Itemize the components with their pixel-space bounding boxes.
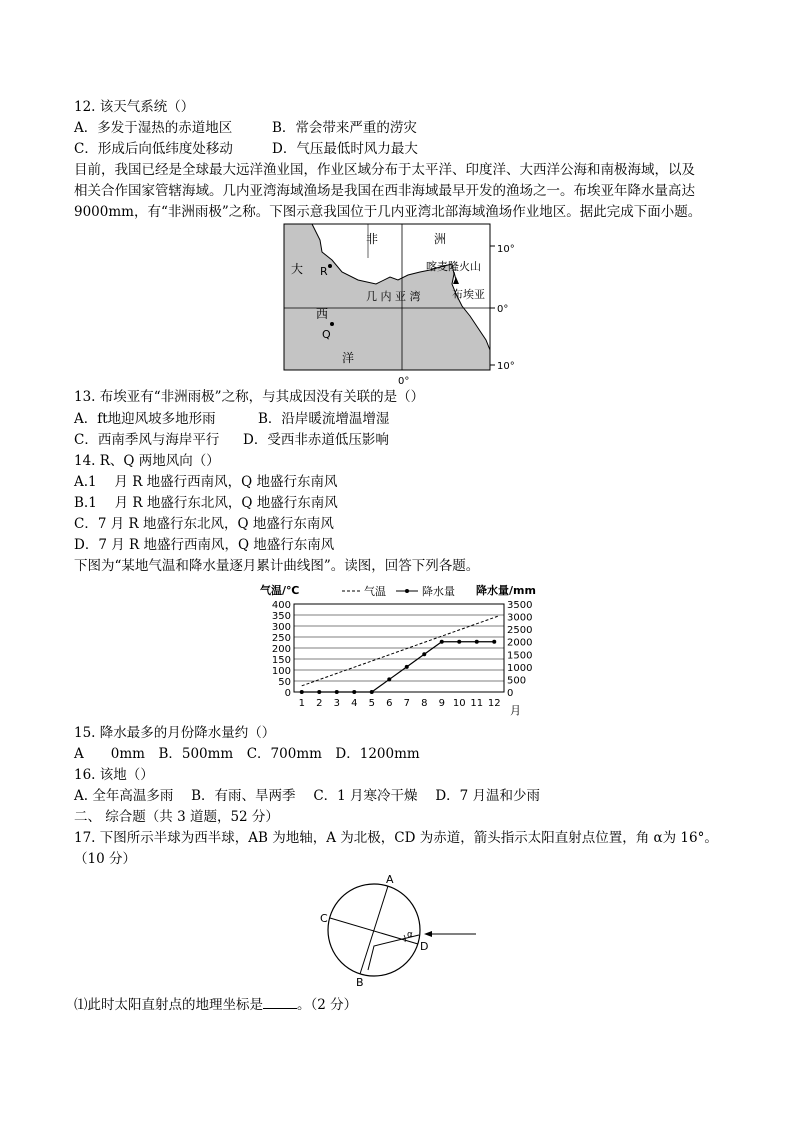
hemisphere-diagram (318, 872, 488, 992)
q12-stem: 12. 该天气系统（） (74, 99, 195, 115)
arrow-head-icon (424, 931, 432, 937)
passage1-line2: 相关合作国家管辖海域。几内亚湾海域渔场是我国在西非海域最早开发的渔场之一。布埃亚年降水量高达 (74, 183, 695, 199)
q12-option-d: D．气压最低时风力最大 (272, 141, 418, 157)
q15-stem: 15. 降水最多的月份降水量约（） (74, 725, 276, 741)
q13-stem: 13. 布埃亚有“非洲雨极”之称，与其成因没有关联的是（） (74, 389, 425, 405)
q12-option-b: B．常会带来严重的涝灾 (272, 120, 417, 136)
q14-option-c: C．7 月 R 地盛行东北风，Q 地盛行东南风 (74, 516, 334, 532)
diagram-label-c: C (320, 912, 328, 925)
q14-option-d: D．7 月 R 地盛行西南风，Q 地盛行东南风 (74, 537, 335, 553)
x-tick-4: 4 (351, 698, 358, 709)
y-tick-right-1500: 1500 (507, 650, 533, 662)
q14-stem: 14. R、Q 两地风向（） (74, 453, 220, 469)
q13-option-c: C．西南季风与海岸平行 (74, 432, 220, 448)
x-tick-6: 6 (386, 698, 393, 709)
legend-temp-label: 气温 (364, 585, 386, 598)
map-label-yang: 洋 (342, 351, 355, 365)
y-tick-left-300: 300 (271, 622, 291, 633)
diagram-label-alpha: α (407, 930, 413, 940)
map-label-zhou: 洲 (434, 232, 447, 246)
precipitation-point-6 (387, 677, 391, 681)
y-tick-left-350: 350 (271, 611, 291, 622)
map-label-q: Q (322, 328, 331, 341)
q13-option-b: B．沿岸暖流增温增湿 (258, 411, 390, 427)
map-label-r: R (320, 265, 328, 278)
q17-score: （10 分） (74, 851, 136, 867)
guinea-gulf-map (280, 222, 520, 387)
x-tick-11: 11 (470, 698, 484, 709)
q17-sub1-tail: 。（2 分） (297, 997, 358, 1013)
section2-title: 二、 综合题（共 3 道题，52 分） (74, 809, 279, 825)
q13-option-a: A．ft地迎风坡多地形雨 (74, 411, 216, 427)
precipitation-point-10 (457, 640, 461, 644)
y-tick-left-0: 0 (284, 688, 291, 699)
chart-xlabel: 月 (510, 704, 521, 717)
map-lon-bottom: 0° (398, 376, 410, 387)
precipitation-point-9 (440, 640, 444, 644)
map-lat-top: 10° (497, 244, 515, 255)
q15-options: A 0mm B．500mm C．700mm D．1200mm (74, 746, 420, 762)
answer-blank[interactable] (263, 996, 297, 1009)
map-label-buea: 布埃亚 (452, 288, 485, 301)
x-tick-8: 8 (421, 698, 428, 709)
precipitation-point-7 (405, 665, 409, 669)
map-label-volcano: 喀麦隆火山 (426, 260, 481, 273)
chart-ylabel-right: 降水量/mm (476, 584, 536, 597)
x-tick-9: 9 (438, 698, 445, 709)
q17-stem: 17. 下图所示半球为西半球，AB 为地轴，A 为北极，CD 为赤道，箭头指示太阳直射点位置，角 α为 16°。 (74, 830, 718, 846)
map-label-gulf: 几 内 亚 湾 (366, 290, 421, 303)
precipitation-point-3 (335, 690, 339, 694)
precipitation-point-1 (300, 690, 304, 694)
q17-sub1 (74, 996, 357, 1014)
q13-option-d: D．受西非赤道低压影响 (243, 432, 389, 448)
q12-option-a: A．多发于湿热的赤道地区 (74, 120, 233, 136)
precipitation-line (302, 642, 495, 692)
y-tick-left-400: 400 (271, 600, 291, 611)
map-label-fei: 非 (366, 232, 379, 246)
y-tick-right-0: 0 (507, 688, 514, 699)
y-tick-right-3500: 3500 (507, 600, 533, 611)
map-label-da: 大 (291, 262, 304, 276)
q16-options: A. 全年高温多雨 B．有雨、旱两季 C．1 月寒冷干燥 D．7 月温和少雨 (74, 788, 541, 804)
x-tick-1: 1 (298, 698, 305, 709)
map-label-xi: 西 (316, 307, 329, 321)
precipitation-point-8 (422, 652, 426, 656)
chart-ylabel-left: 气温/℃ (260, 584, 300, 597)
climate-chart (258, 580, 548, 720)
q16-stem: 16. 该地（） (74, 767, 154, 783)
x-tick-7: 7 (403, 698, 410, 709)
q14-option-b: B.1 月 R 地盛行东北风，Q 地盛行东南风 (74, 495, 338, 511)
y-tick-right-500: 500 (507, 675, 527, 687)
diagram-label-d: D (420, 940, 429, 953)
precipitation-point-4 (352, 690, 356, 694)
y-tick-right-2500: 2500 (507, 625, 533, 637)
passage2: 下图为“某地气温和降水量逐月累计曲线图”。读图，回答下列各题。 (74, 558, 480, 574)
precipitation-point-12 (492, 640, 496, 644)
map-lat-mid: 0° (497, 304, 509, 315)
y-tick-left-150: 150 (271, 655, 291, 666)
legend-precip-label: 降水量 (422, 585, 455, 598)
temperature-line (302, 616, 499, 686)
y-tick-left-250: 250 (271, 633, 291, 644)
q14-option-a: A.1 月 R 地盛行西南风，Q 地盛行东南风 (74, 474, 338, 490)
q17-sub1-text: ⑴此时太阳直射点的地理坐标是 (74, 997, 263, 1013)
y-tick-left-50: 50 (278, 677, 291, 688)
diagram-label-a: A (386, 873, 394, 886)
q12-option-c: C．形成后向低纬度处移动 (74, 141, 233, 157)
diagram-label-b: B (356, 976, 364, 989)
x-tick-3: 3 (333, 698, 340, 709)
y-tick-right-1000: 1000 (507, 662, 533, 674)
x-tick-5: 5 (368, 698, 375, 709)
x-tick-12: 12 (487, 698, 501, 709)
passage1-line1: 目前，我国已经是全球最大远洋渔业国，作业区域分布于太平洋、印度洋、大西洋公海和南极海域，以及 (74, 162, 695, 178)
precipitation-point-5 (370, 690, 374, 694)
passage1-line3: 9000mm，有“非洲雨极”之称。下图示意我国位于几内亚湾北部海域渔场作业地区。据此完成下面小题。 (74, 204, 702, 220)
y-tick-left-100: 100 (271, 666, 291, 677)
precipitation-point-2 (317, 690, 321, 694)
y-tick-left-200: 200 (271, 644, 291, 655)
y-tick-right-3000: 3000 (507, 612, 533, 624)
y-tick-right-2000: 2000 (507, 637, 533, 649)
map-lat-bottom: 10° (497, 361, 515, 372)
x-tick-2: 2 (316, 698, 323, 709)
x-tick-10: 10 (452, 698, 466, 709)
precipitation-point-11 (475, 640, 479, 644)
